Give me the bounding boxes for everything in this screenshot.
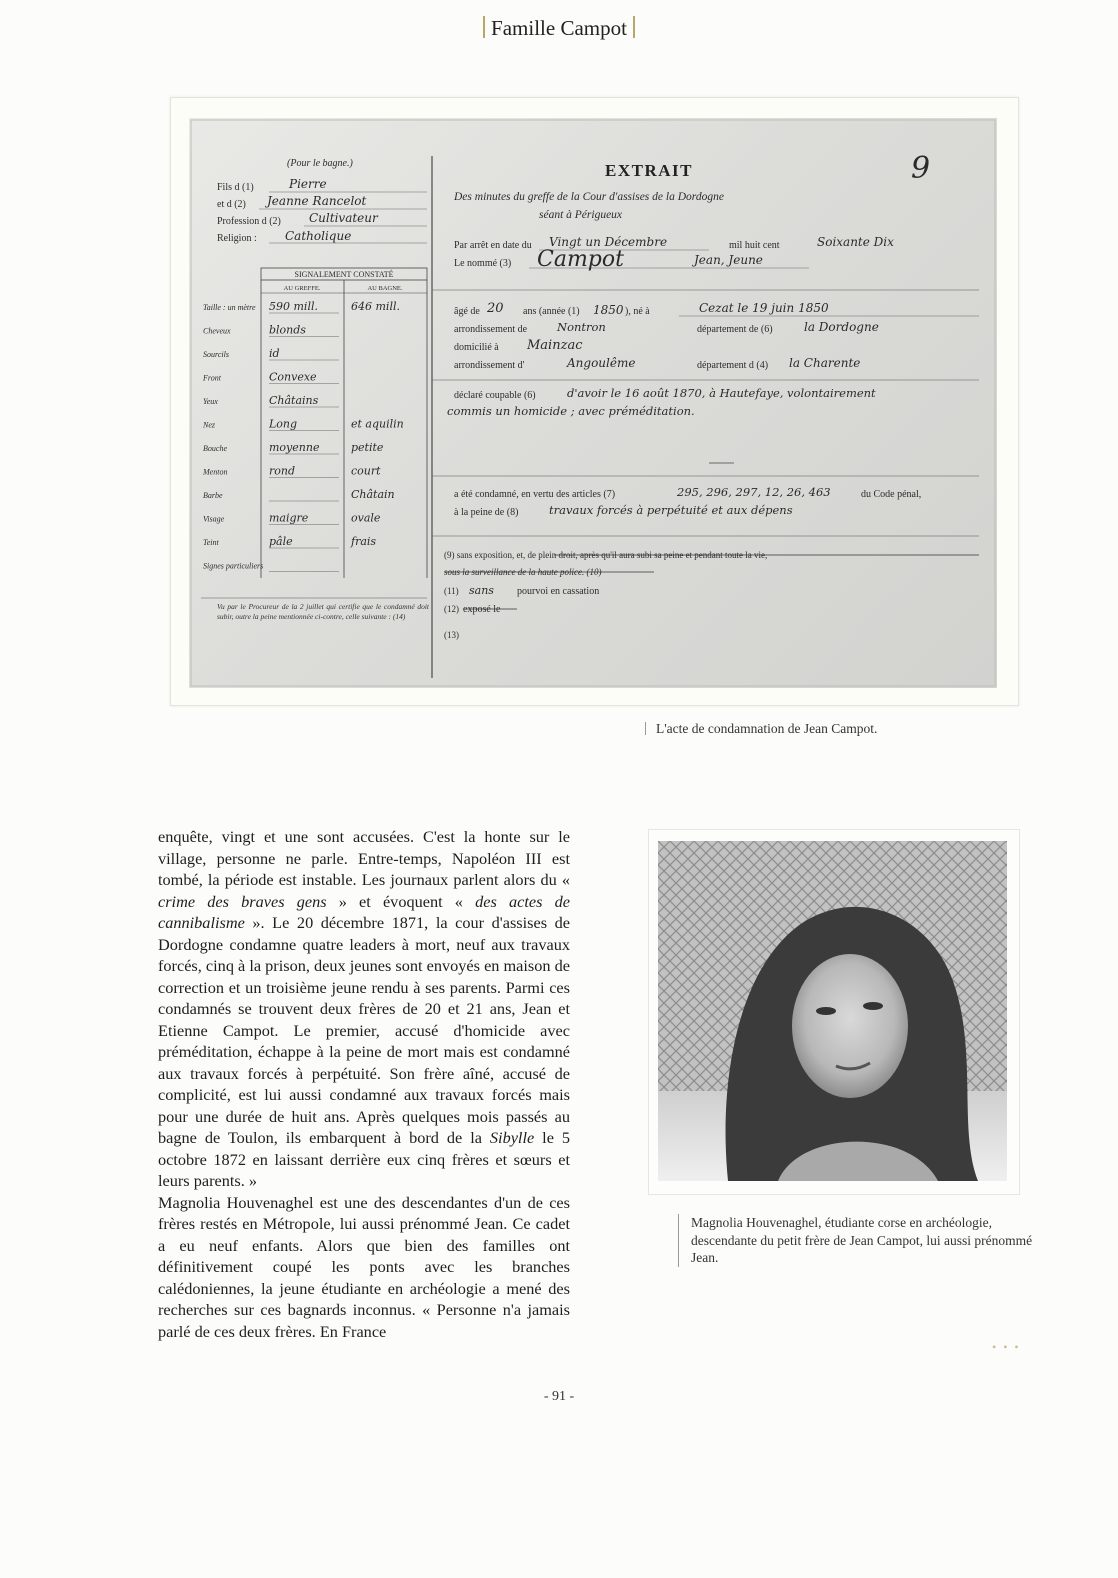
signalement-label: Taille : un mètre <box>203 303 256 312</box>
nom-value: Campot <box>537 247 624 272</box>
italic-phrase: des actes de cannibalisme <box>158 891 570 932</box>
col-greffe: AU GREFFE. <box>283 285 321 292</box>
signalement-label: Bouche <box>203 444 227 453</box>
signalement-bagne-value: frais <box>351 535 377 548</box>
age-label: âgé de <box>454 306 480 317</box>
arret-label: Par arrêt en date du <box>454 240 532 251</box>
dep1-label: département de (6) <box>697 324 773 335</box>
document-figure <box>170 97 1019 706</box>
body-paragraph-1: enquête, vingt et une sont accusées. C'est la honte sur le village, personne ne parle. Entre-temps, Napoléon III est tombé, la période est instable. Les journaux parlent alors du « crime des braves gens » et évoquent « des actes de cannibalisme ». Le 20 décembre 1871, la cour d'assises de Dordogne condamne quatre leaders à mort, neuf aux travaux forcés, cinq à la prison, deux jeunes sont envoyés en maison de correction et un troisième jeune rendu à ses parents. Parmi ces condamnés se trouvent deux frères de 20 et 21 ans, Jean et Etienne Campot. Le premier, accusé d'homicide avec préméditation, échappe à la peine de mort mais est condamné aux travaux forcés à perpétuité. Son frère aîné, accusé de complicité, est lui aussi condamné aux travaux forcés mais pour une durée de huit ans. Après quelques mois passés au bagne de Toulon, ils embarquent à bord de la Sibylle le 5 octobre 1872 en laissant derrière eux cinq frères et sœurs et leurs parents. » <box>158 827 571 1190</box>
fils-de-label: Fils d (1) <box>217 182 254 193</box>
ne-label: ), né à <box>625 306 650 317</box>
decorative-dots: • • • <box>992 1340 1021 1354</box>
signalement-greffe-value: Long <box>269 417 298 431</box>
italic-phrase: crime des braves gens <box>158 891 327 911</box>
caption-1-text: L'acte de condamnation de Jean Campot. <box>656 721 878 736</box>
signalement-rows <box>202 300 404 572</box>
mil-huit-cent: mil huit cent <box>729 240 780 251</box>
signalement-label: Front <box>203 373 221 383</box>
signalement-greffe-value: 590 mill. <box>269 300 318 313</box>
ne-value: Cezat le 19 juin 1850 <box>699 301 829 315</box>
coupable-label: déclaré coupable (6) <box>454 390 536 401</box>
signalement-label: Signes particuliers <box>203 561 264 571</box>
pourvoi-label: pourvoi en cassation <box>517 586 600 597</box>
domicile-value: Mainzac <box>527 338 583 353</box>
caption-rule <box>645 722 646 735</box>
body-paragraph-2: Magnolia Houvenaghel est une des descendantes d'un de ces frères restés en Métropole, lui aussi prénommé Jean. Ce cadet a eu neuf enfants. Alors que bien des familles ont définitivement coupé les ponts avec les branches calédoniennes, la jeune étudiante en archéologie a mené des recherches sur ces bagnards inconnus. « Personne n'a jamais parlé de ces deux frères. En France <box>158 1192 570 1341</box>
profession-label: Profession d (2) <box>217 216 281 227</box>
arr2-label: arrondissement d' <box>454 360 525 371</box>
signalement-label: Teint <box>203 538 219 547</box>
religion-label: Religion : <box>217 233 257 244</box>
running-header <box>0 16 1118 41</box>
annee-label: ans (année (1) <box>523 306 580 317</box>
age-value: 20 <box>487 301 504 316</box>
document-scan <box>189 118 997 688</box>
portrait-photo <box>658 841 1007 1181</box>
et-de-value: Jeanne Rancelot <box>267 194 367 208</box>
signalement-greffe-value: rond <box>269 464 296 478</box>
signalement-bagne-value: et aquilin <box>351 417 404 431</box>
bagne-note: (Pour le bagne.) <box>287 158 353 169</box>
profession-value: Cultivateur <box>309 211 378 225</box>
signalement-label: Nez <box>203 420 215 430</box>
header-rule-left <box>483 16 485 38</box>
last-num: (13) <box>444 630 459 640</box>
article-body <box>158 826 570 1342</box>
signalement-label: Cheveux <box>203 326 231 336</box>
arr1-value: Nontron <box>557 320 606 334</box>
exposition-line-2: sous la surveillance de la haute police. (10) <box>444 567 602 577</box>
procureur-note: Vu par le Procureur de la 2 juillet qui certifie que le condamné doit subir, outre la peine mentionnée ci-contre, celle suivante : (14) <box>217 602 429 621</box>
signalement-label: Menton <box>203 467 228 477</box>
page-mark: 9 <box>911 151 931 186</box>
arr1-label: arrondissement de <box>454 324 528 335</box>
italic-phrase: Sibylle <box>489 1128 535 1147</box>
religion-value: Catholique <box>285 229 352 243</box>
signalement-bagne-value: court <box>351 464 381 478</box>
portrait-image <box>658 841 1007 1181</box>
extract-heading: EXTRAIT <box>605 161 693 180</box>
chapter-title: Famille Campot <box>491 16 627 40</box>
fils-de-value: Pierre <box>289 177 327 191</box>
signalement-bagne-value: Châtain <box>351 488 395 501</box>
col-bagne: AU BAGNE. <box>367 285 403 292</box>
signalement-label: Sourcils <box>203 350 229 359</box>
document-caption <box>645 721 877 737</box>
signalement-greffe-value: moyenne <box>269 441 320 454</box>
signalement-greffe-value: id <box>269 347 280 360</box>
dep2-label: département d (4) <box>697 360 769 371</box>
dep1-value: la Dordogne <box>804 320 879 334</box>
portrait-caption: Magnolia Houvenaghel, étudiante corse en archéologie, descendante du petit frère de Jean Campot, lui aussi prénommé Jean. <box>678 1214 1036 1267</box>
signalement-label: Visage <box>203 514 225 524</box>
pourvoi-value: sans <box>469 584 494 597</box>
condemnation-document-photo <box>189 118 997 688</box>
signalement-greffe-value: Châtains <box>269 394 319 407</box>
annee-naissance: 1850 <box>593 303 624 317</box>
exposition-line-1: (9) sans exposition, et, de plein droit, après qu'il aura subi sa peine et pendant toute la vie, <box>444 550 768 560</box>
signalement-label: Yeux <box>203 397 218 406</box>
coupable-value: d'avoir le 16 août 1870, à Hautefaye, volontairement <box>567 386 876 400</box>
nomme-label: Le nommé (3) <box>454 258 512 269</box>
expose-num: (12) <box>444 604 459 614</box>
code-penal: du Code pénal, <box>861 489 922 500</box>
extract-subheading-1: Des minutes du greffe de la Cour d'assises de la Dordogne <box>454 191 724 203</box>
articles-value: 295, 296, 297, 12, 26, 463 <box>677 485 831 499</box>
signalement-greffe-value: blonds <box>269 323 306 337</box>
pourvoi-num: (11) <box>444 586 459 596</box>
page-number: - 91 - <box>543 1389 575 1404</box>
signalement-header: SIGNALEMENT CONSTATÉ <box>294 270 394 279</box>
arret-value: Vingt un Décembre <box>549 235 668 249</box>
signalement-bagne-value: ovale <box>351 511 381 525</box>
domicile-label: domicilié à <box>454 342 499 353</box>
et-de-label: et d (2) <box>217 199 246 210</box>
coupable-value-2: commis un homicide ; avec préméditation. <box>447 404 695 418</box>
arr2-value: Angoulême <box>567 356 636 370</box>
dep2-value: la Charente <box>789 356 861 370</box>
peine-value: travaux forcés à perpétuité et aux dépens <box>549 503 793 517</box>
signalement-greffe-value: pâle <box>269 535 293 548</box>
portrait-figure <box>648 829 1020 1195</box>
condamne-label: a été condamné, en vertu des articles (7) <box>454 489 616 500</box>
peine-label: à la peine de (8) <box>454 507 519 518</box>
signalement-bagne-value: 646 mill. <box>351 300 400 313</box>
extract-subheading-2: séant à Périgueux <box>539 209 623 221</box>
header-rule-right <box>633 16 635 38</box>
signalement-label: Barbe <box>203 491 223 500</box>
expose-label: exposé le <box>463 604 501 615</box>
annee-value: Soixante Dix <box>817 235 894 249</box>
prenom-value: Jean, Jeune <box>694 253 763 267</box>
signalement-bagne-value: petite <box>351 441 384 454</box>
signalement-greffe-value: Convexe <box>269 370 317 384</box>
signalement-greffe-value: maigre <box>269 511 309 525</box>
